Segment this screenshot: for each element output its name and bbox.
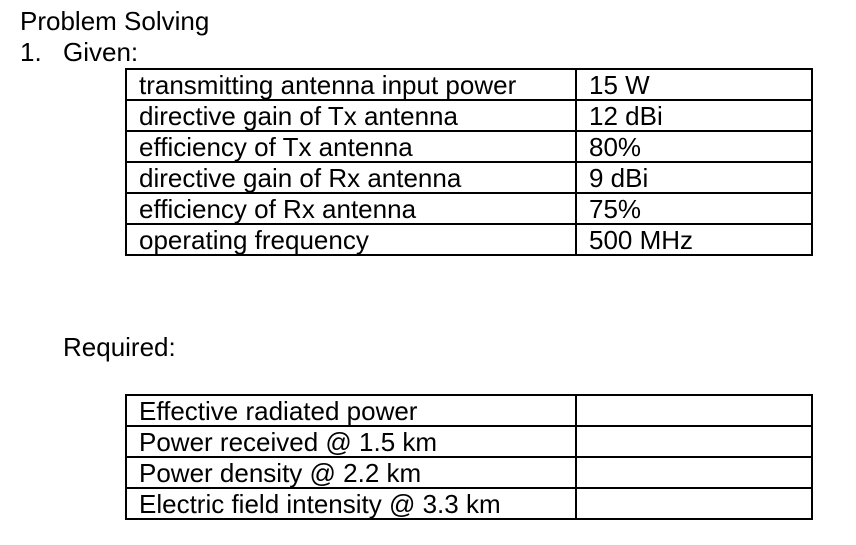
table-row bbox=[126, 395, 812, 426]
required-label-cell: Power received @ 1.5 km bbox=[126, 426, 576, 457]
given-value-cell: 75% bbox=[576, 193, 812, 224]
problem-number: 1. bbox=[20, 37, 42, 67]
required-answer-cell bbox=[576, 457, 812, 488]
table-row bbox=[126, 162, 812, 193]
table-row bbox=[126, 131, 812, 162]
required-label: Required: bbox=[63, 332, 176, 362]
table-row bbox=[126, 457, 812, 488]
given-value-cell: 80% bbox=[576, 131, 812, 162]
required-label-cell: Effective radiated power bbox=[126, 395, 576, 426]
given-label-cell: directive gain of Tx antenna bbox=[126, 100, 576, 131]
table-row bbox=[126, 426, 812, 457]
given-label: Given: bbox=[63, 37, 139, 67]
required-answer-cell bbox=[576, 488, 812, 519]
given-value-cell: 15 W bbox=[576, 69, 812, 100]
table-row bbox=[126, 100, 812, 131]
table-row bbox=[126, 69, 812, 100]
given-value-cell: 500 MHz bbox=[576, 224, 812, 255]
required-label-cell: Electric field intensity @ 3.3 km bbox=[126, 488, 576, 519]
table-row bbox=[126, 193, 812, 224]
table-row bbox=[126, 224, 812, 255]
given-table bbox=[125, 68, 813, 256]
given-label-cell: efficiency of Tx antenna bbox=[126, 131, 576, 162]
required-label-cell: Power density @ 2.2 km bbox=[126, 457, 576, 488]
required-answer-cell bbox=[576, 426, 812, 457]
page-heading: Problem Solving bbox=[20, 6, 210, 36]
required-answer-cell bbox=[576, 395, 812, 426]
problem-1-line bbox=[20, 36, 138, 68]
required-table bbox=[125, 394, 813, 520]
given-label-cell: directive gain of Rx antenna bbox=[126, 162, 576, 193]
given-label-cell: efficiency of Rx antenna bbox=[126, 193, 576, 224]
table-row bbox=[126, 488, 812, 519]
given-label-cell: operating frequency bbox=[126, 224, 576, 255]
given-label-cell: transmitting antenna input power bbox=[126, 69, 576, 100]
given-value-cell: 9 dBi bbox=[576, 162, 812, 193]
given-value-cell: 12 dBi bbox=[576, 100, 812, 131]
